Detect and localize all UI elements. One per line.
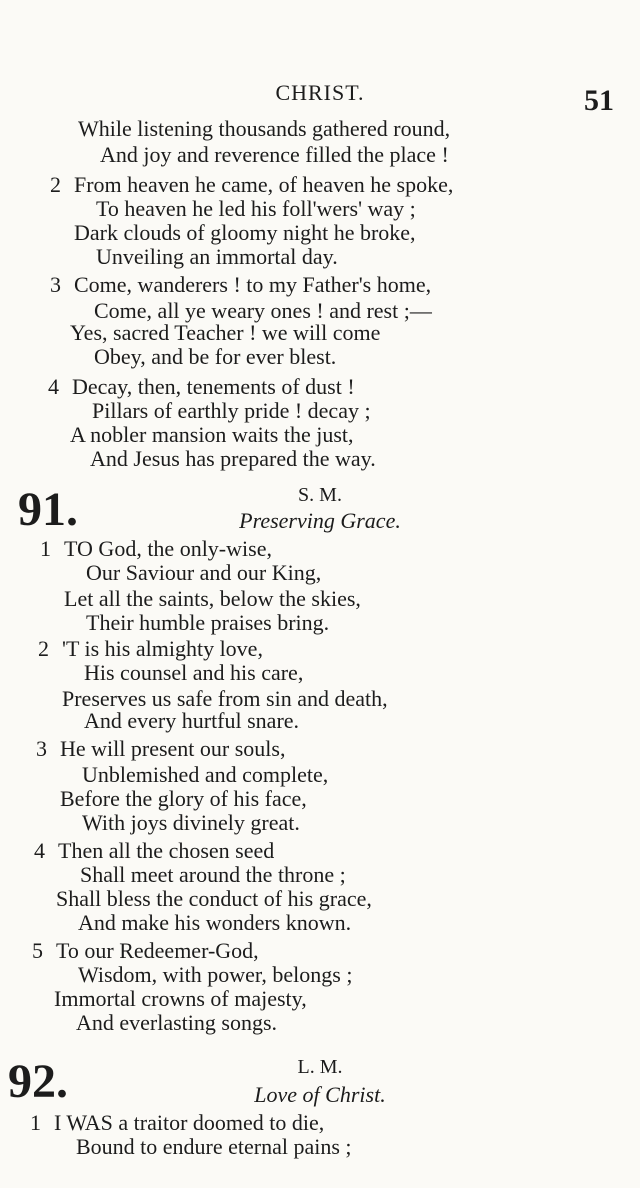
verse-number: 4 bbox=[34, 838, 45, 863]
page-number: 51 bbox=[584, 84, 614, 117]
running-title: CHRIST. bbox=[275, 80, 365, 105]
verse-line: Pillars of earthly pride ! decay ; bbox=[92, 398, 371, 423]
verse-number: 1 bbox=[30, 1110, 41, 1135]
verse-line: With joys divinely great. bbox=[82, 810, 300, 835]
verse-2 bbox=[38, 636, 263, 662]
verse-line: Bound to endure eternal pains ; bbox=[76, 1134, 352, 1159]
verse-number: 2 bbox=[50, 172, 61, 197]
verse-5 bbox=[32, 938, 259, 964]
verse-line: I WAS a traitor doomed to die, bbox=[54, 1110, 325, 1135]
verse-line: Before the glory of his face, bbox=[60, 786, 307, 811]
hymn-meter: S. M. bbox=[298, 484, 342, 506]
verse-line: Immortal crowns of majesty, bbox=[54, 986, 307, 1011]
verse-line: And joy and reverence filled the place ! bbox=[100, 142, 449, 167]
verse-line: And every hurtful snare. bbox=[84, 708, 300, 733]
verse-line: Obey, and be for ever blest. bbox=[94, 344, 337, 369]
verse-line: His counsel and his care, bbox=[84, 660, 304, 685]
verse-line: Decay, then, tenements of dust ! bbox=[72, 374, 355, 399]
verse-line: He will present our souls, bbox=[60, 736, 286, 761]
verse-line: Our Saviour and our King, bbox=[86, 560, 322, 585]
verse-4 bbox=[48, 374, 355, 400]
verse-line: TO God, the only-wise, bbox=[64, 536, 272, 561]
verse-number: 2 bbox=[38, 636, 49, 661]
verse-number: 4 bbox=[48, 374, 59, 399]
hymn-subtitle: Preserving Grace. bbox=[239, 508, 401, 533]
verse-line: And make his wonders known. bbox=[78, 910, 352, 935]
verse-line: And everlasting songs. bbox=[76, 1010, 278, 1035]
verse-2 bbox=[50, 172, 453, 198]
hymn-number: 92. bbox=[8, 1055, 68, 1108]
verse-line: A nobler mansion waits the just, bbox=[70, 422, 354, 447]
verse-line: Dark clouds of gloomy night he broke, bbox=[74, 220, 416, 245]
verse-line: Come, all ye weary ones ! and rest ;— bbox=[94, 298, 432, 323]
verse-line: Let all the saints, below the skies, bbox=[64, 586, 361, 611]
verse-3 bbox=[36, 736, 285, 762]
verse-number: 3 bbox=[36, 736, 47, 761]
verse-number: 5 bbox=[32, 938, 43, 963]
hymn-subtitle: Love of Christ. bbox=[254, 1082, 386, 1107]
verse-line: Unveiling an immortal day. bbox=[96, 244, 338, 269]
verse-line: Their humble praises bring. bbox=[86, 610, 330, 635]
verse-number: 1 bbox=[40, 536, 51, 561]
verse-4 bbox=[34, 838, 274, 864]
verse-line: And Jesus has prepared the way. bbox=[90, 446, 376, 471]
verse-line: From heaven he came, of heaven he spoke, bbox=[74, 172, 454, 197]
verse-line: Shall bless the conduct of his grace, bbox=[56, 886, 372, 911]
hymn-meter: L. M. bbox=[297, 1056, 343, 1078]
verse-line: Unblemished and complete, bbox=[82, 762, 329, 787]
verse-number: 3 bbox=[50, 272, 61, 297]
verse-line: To our Redeemer-God, bbox=[56, 938, 259, 963]
verse-line: Yes, sacred Teacher ! we will come bbox=[70, 320, 381, 345]
verse-line: Then all the chosen seed bbox=[58, 838, 275, 863]
verse-line: Come, wanderers ! to my Father's home, bbox=[74, 272, 432, 297]
verse-line: Preserves us safe from sin and death, bbox=[62, 686, 388, 711]
verse-line: To heaven he led his foll'wers' way ; bbox=[96, 196, 416, 221]
verse-line: Shall meet around the throne ; bbox=[80, 862, 346, 887]
hymn-number: 91. bbox=[18, 483, 78, 536]
verse-3 bbox=[50, 272, 431, 298]
verse-line: Wisdom, with power, belongs ; bbox=[78, 962, 353, 987]
verse-1 bbox=[40, 536, 272, 562]
verse-line: 'T is his almighty love, bbox=[62, 636, 263, 661]
verse-line: While listening thousands gathered round, bbox=[78, 116, 451, 141]
verse-1 bbox=[30, 1110, 324, 1136]
